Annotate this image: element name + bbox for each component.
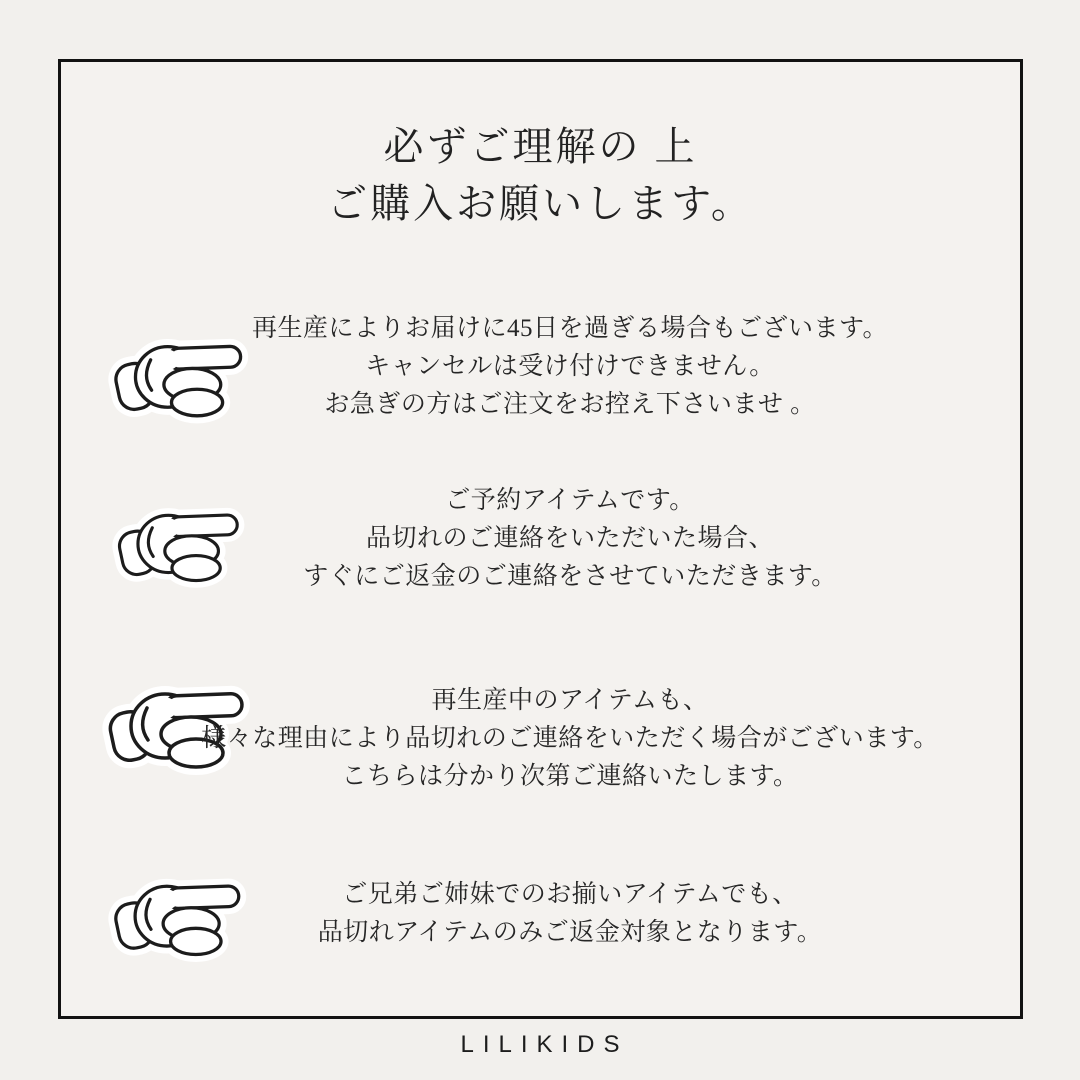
notice-line: 再生産中のアイテムも、: [431, 687, 709, 714]
notice-section-1: [170, 310, 970, 424]
notice-line: キャンセルは受け付けできません。: [365, 353, 775, 380]
notice-line: すぐにご返金のご連絡をさせていただきます。: [303, 563, 837, 590]
notice-line: ご予約アイテムです。: [445, 487, 695, 514]
notice-line: 品切れのご連絡をいただいた場合、: [365, 525, 774, 552]
notice-line: 再生産によりお届けに45日を過ぎる場合もございます。: [251, 315, 888, 342]
notice-section-2: [170, 482, 970, 596]
notice-line: ご兄弟ご姉妹でのお揃いアイテムでも、: [342, 881, 798, 908]
notice-line: お急ぎの方はご注文をお控え下さいませ 。: [324, 391, 816, 418]
page-title-line-2: ご購入お願いします。: [327, 181, 754, 226]
notice-line: こちらは分かり次第ご連絡いたします。: [341, 763, 799, 790]
notice-line: 様々な理由により品切れのご連絡をいただく場合がございます。: [201, 725, 939, 752]
page-title: [58, 118, 1023, 232]
notice-section-3: [170, 682, 970, 796]
brand-logo-text: LILIKIDS: [460, 1031, 629, 1058]
notice-section-4: [170, 876, 970, 952]
page-title-line-1: 必ずご理解の 上: [383, 124, 698, 169]
notice-line: 品切れアイテムのみご返金対象となります。: [317, 919, 823, 946]
